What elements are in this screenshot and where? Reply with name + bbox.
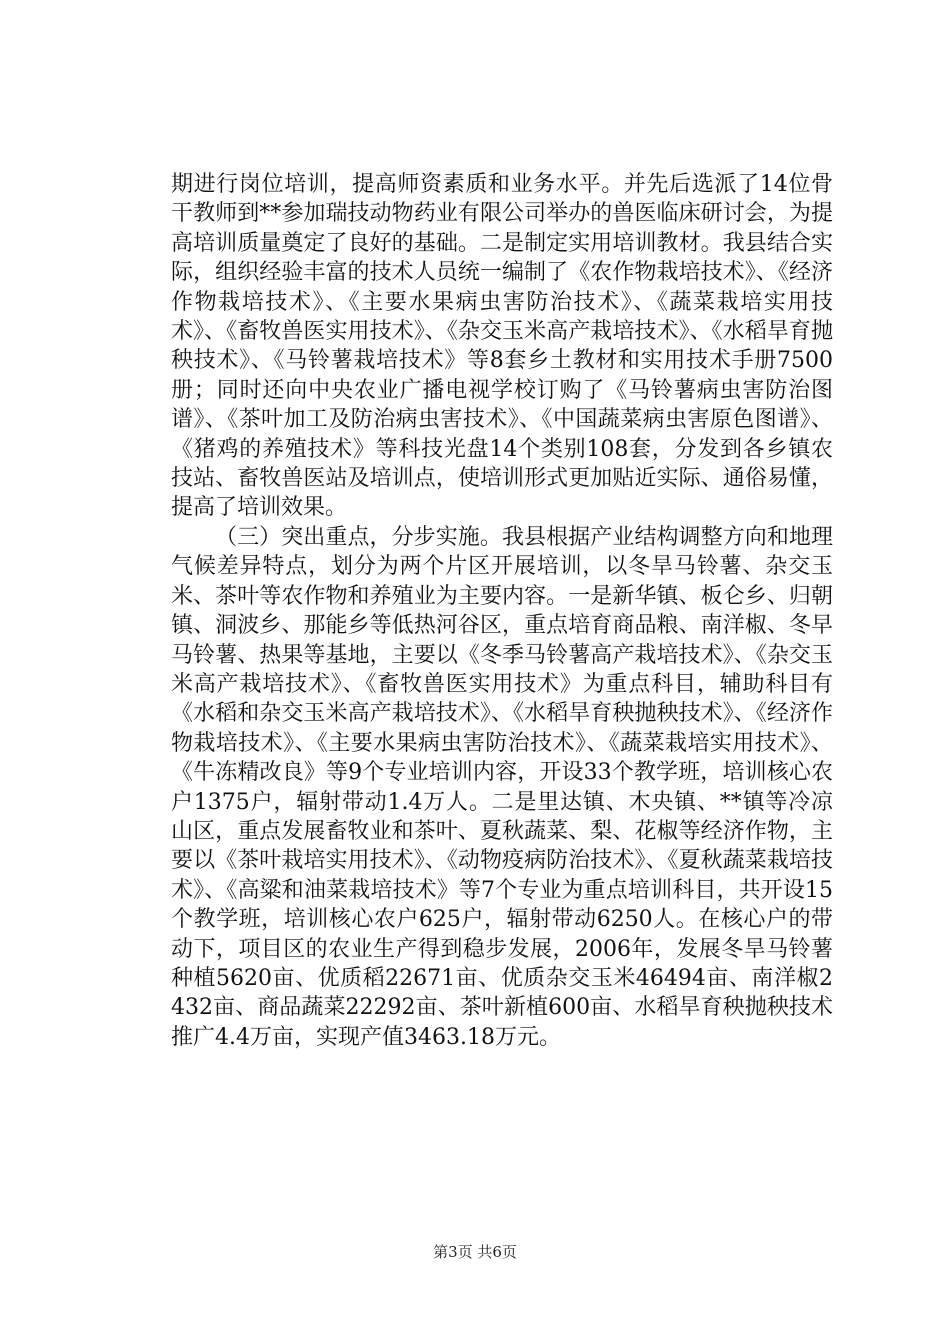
paragraph-section-three: （三）突出重点，分步实施。我县根据产业结构调整方向和地理气候差异特点，划分为两个片区开展培训，以冬旱马铃薯、杂交玉米、茶叶等农作物和养殖业为主要内容。一是新华镇、板仑乡、归朝镇、洞波乡、那能乡等低热河谷区，重点培育商品粮、南洋椒、冬早马铃薯、热果等基地，主要以《冬季马铃薯高产栽培技术》、《杂交玉米高产栽培技术》、《畜牧兽医实用技术》为重点科目，辅助科目有《水稻和杂交玉米高产栽培技术》、《水稻旱育秧抛秧技术》、《经济作物栽培技术》、《主要水果病虫害防治技术》、《蔬菜栽培实用技术》、《牛冻精改良》等9个专业培训内容，开设33个教学班，培训核心农户1375户，辐射带动1.4万人。二是里达镇、木央镇、**镇等冷凉山区，重点发展畜牧业和茶叶、夏秋蔬菜、梨、花椒等经济作物，主要以《茶叶栽培实用技术》、《动物疫病防治技术》、《夏秋蔬菜栽培技术》、《高粱和油菜栽培技术》等7个专业为重点培训科目，共开设15个教学班，培训核心农户625户，辐射带动6250人。在核心户的带动下，项目区的农业生产得到稳步发展，2006年，发展冬旱马铃薯种植5620亩、优质稻22671亩、优质杂交玉米46494亩、南洋椒2432亩、商品蔬菜22292亩、茶叶新植600亩、水稻旱育秧抛秧技术推广4.4万亩，实现产值3463.18万元。 [171, 524, 833, 1050]
paragraph-continuation: 期进行岗位培训，提高师资素质和业务水平。并先后选派了14位骨干教师到**参加瑞技动物药业有限公司举办的兽医临床研讨会，为提高培训质量奠定了良好的基础。二是制定实用培训教材。我县结合实际，组织经验丰富的技术人员统一编制了《农作物栽培技术》、《经济作物栽培技术》、《主要水果病虫害防治技术》、《蔬菜栽培实用技术》、《畜牧兽医实用技术》、《杂交玉米高产栽培技术》、《水稻旱育抛秧技术》、《马铃薯栽培技术》等8套乡土教材和实用技术手册7500册；同时还向中央农业广播电视学校订购了《马铃薯病虫害防治图谱》、《茶叶加工及防治病虫害技术》、《中国蔬菜病虫害原色图谱》、《猪鸡的养殖技术》等科技光盘14个类别108套，分发到各乡镇农技站、畜牧兽医站及培训点，使培训形式更加贴近实际、通俗易懂，提高了培训效果。 [171, 172, 833, 521]
page-footer [0, 1242, 950, 1262]
document-body [171, 170, 833, 1052]
page-number: 第3页 共6页 [433, 1243, 517, 1261]
